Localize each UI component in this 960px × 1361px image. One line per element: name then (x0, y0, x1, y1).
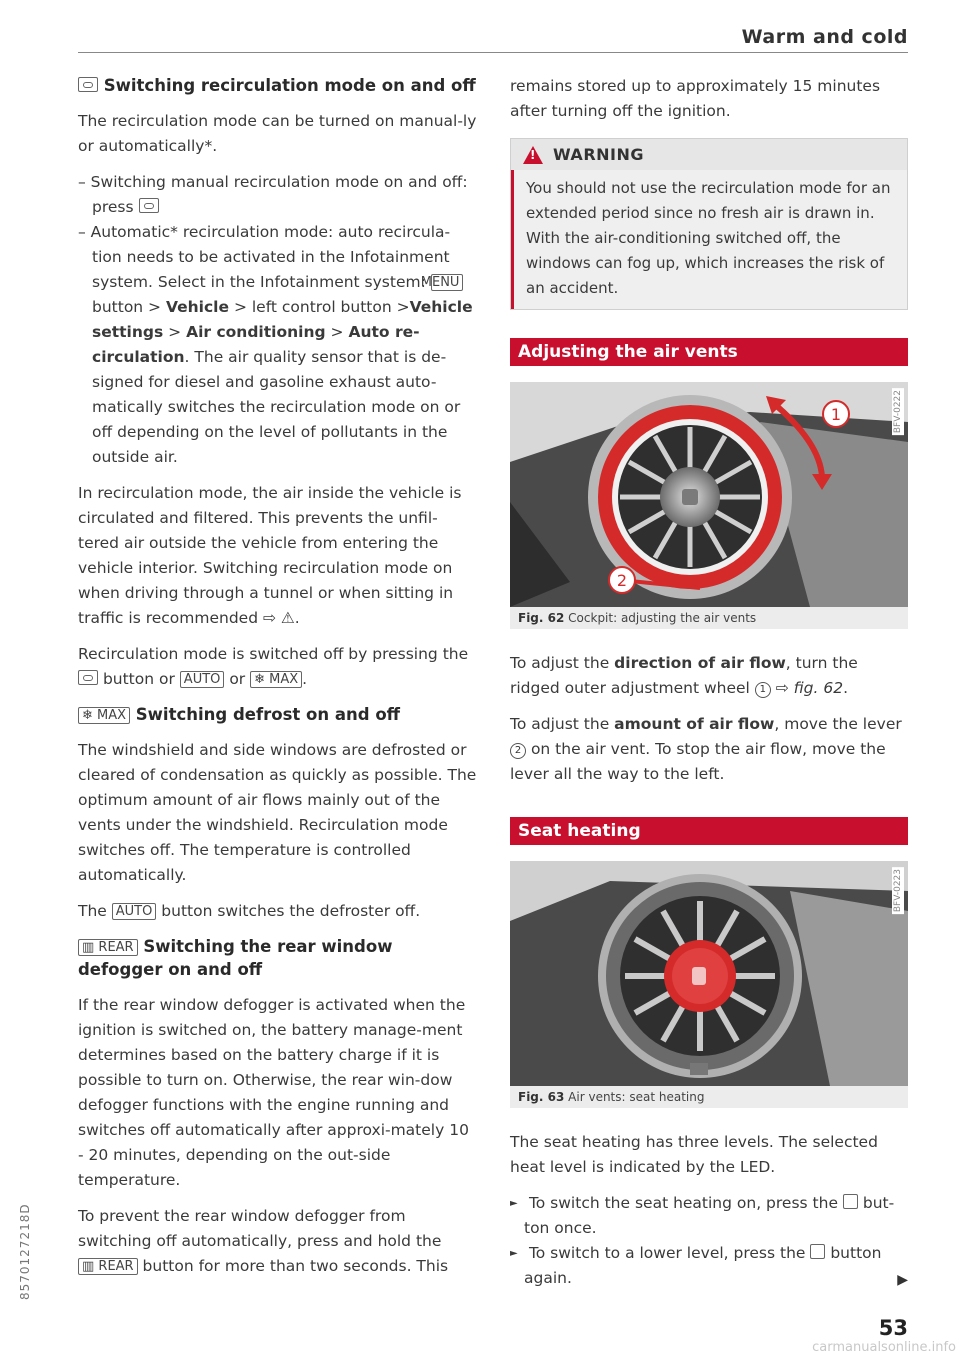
paragraph-text: button or (102, 670, 175, 688)
paragraph (510, 712, 908, 787)
max-key: ❄ MAX (250, 671, 302, 688)
paragraph-text: The (78, 902, 107, 920)
figure-caption-text: Cockpit: adjusting the air vents (568, 611, 757, 625)
paragraph (78, 642, 478, 692)
paragraph: remains stored up to approximately 15 minutes after turning off the ignition. (510, 77, 881, 120)
side-code: 8570127218D (18, 1203, 32, 1300)
paragraph-text: To prevent the rear window defogger from switching off automatically, press and hold the (78, 1207, 442, 1250)
left-column (78, 74, 478, 1290)
figure-caption-text: Air vents: seat heating (568, 1090, 705, 1104)
paragraph (510, 651, 908, 701)
paragraph-text: . (843, 679, 849, 697)
callout-ref-1: 1 (755, 682, 771, 698)
paragraph-text: on the air vent. To stop the air flow, move the lever all the way to the left. (510, 740, 886, 783)
watermark: carmanualsonline.info (812, 1340, 956, 1355)
bullet-item (510, 1241, 908, 1291)
paragraph-text: , move the lever (774, 715, 902, 733)
section-title: Switching the rear window defogger on and off (78, 937, 393, 979)
bullet-text: but-ton once. (524, 1194, 895, 1237)
auto-key: AUTO (180, 671, 225, 688)
warning-icon (523, 146, 543, 164)
seat-heating-icon (810, 1244, 825, 1259)
recirculation-icon (78, 77, 98, 92)
section-seat-heating-title: Seat heating (510, 817, 908, 845)
recirculation-icon (78, 670, 98, 685)
list-item (78, 170, 478, 220)
figure-63-caption (510, 1086, 908, 1108)
bullet-item (510, 1191, 908, 1241)
menu-separator: > (168, 323, 182, 341)
paragraph: The seat heating has three levels. The selected heat level is indicated by the LED. (510, 1133, 878, 1176)
section-defrost-heading (78, 703, 478, 726)
callout-2: 2 (616, 571, 628, 590)
paragraph: If the rear window defogger is activated when the ignition is switched on, the battery manage-ment determines based on the battery charge if it is possible to turn on. Otherwise, the rear win-dow defogger functions with the engine running and switches off automatically after approxi-mately 10 - 20 minutes, depending on the out-side temperature. (78, 996, 469, 1189)
section-recirculation-heading (78, 74, 478, 97)
list-item-text: button > (92, 298, 162, 316)
paragraph-text: Recirculation mode is switched off by pressing the (78, 645, 469, 663)
recirculation-icon (139, 198, 159, 213)
seat-heating-icon (843, 1194, 858, 1209)
header-rule (78, 52, 908, 53)
warning-box (510, 138, 908, 310)
figure-label: Fig. 62 (518, 611, 565, 625)
bullet-text: button again. (524, 1244, 882, 1287)
list-item (78, 220, 478, 470)
paragraph-text: button switches the defroster off. (161, 902, 421, 920)
list-item-text: . The air quality sensor that is de-signed for diesel and gasoline exhaust auto-matically switches the recirculation mode on or off depending on the level of pollutants in the outside air. (92, 348, 461, 466)
menu-path-vehicle-settings: Vehicle settings (92, 298, 473, 341)
figure-62-caption (510, 607, 908, 629)
reference-arrow: ⇨ (775, 679, 789, 697)
menu-path-air-conditioning: Air conditioning (186, 323, 326, 341)
list-item-text: – Switching manual recirculation mode on and off: press (78, 173, 468, 216)
emphasis: direction of air flow (614, 654, 786, 672)
paragraph-text: To adjust the (510, 715, 610, 733)
paragraph (78, 899, 478, 924)
continue-arrow-icon: ▶ (897, 1272, 908, 1288)
paragraph-text: or (229, 670, 246, 688)
figure-62 (510, 382, 908, 607)
bullet-text: To switch to a lower level, press the (528, 1244, 806, 1262)
figure-code: BFV-0222 (893, 390, 903, 434)
warning-title: WARNING (553, 145, 644, 164)
figure-reference: fig. 62 (793, 679, 844, 697)
warning-text: You should not use the recirculation mode for an extended period since no fresh air is drawn in. With the air-conditioning switched off, the windows can fog up, which increases the risk of an accident. (511, 170, 907, 309)
menu-key: MENU (431, 274, 464, 291)
rear-key: ▥ REAR (78, 1258, 138, 1275)
figure-label: Fig. 63 (518, 1090, 565, 1104)
warning-header (511, 139, 907, 170)
paragraph (78, 481, 478, 631)
recirculation-list (78, 170, 478, 470)
rear-key: ▥ REAR (78, 939, 138, 956)
menu-separator: > (330, 323, 344, 341)
list-item-text: – Automatic* recirculation mode: auto recircula-tion needs to be activated in the Infotainment system. Select in the Infotainment system: (78, 223, 451, 291)
menu-path-auto-recirculation: Auto re-circulation (92, 323, 420, 366)
section-air-vents-title: Adjusting the air vents (510, 338, 908, 366)
right-column (510, 74, 908, 1291)
paragraph: The recirculation mode can be turned on manual-ly or automatically*. (78, 112, 477, 155)
warning-reference: ⇨ ⚠. (262, 609, 300, 627)
section-title: Switching recirculation mode on and off (103, 76, 476, 95)
seat-heating-illustration (510, 861, 908, 1086)
figure-63 (510, 861, 908, 1086)
emphasis: amount of air flow (614, 715, 775, 733)
auto-key: AUTO (112, 903, 157, 920)
callout-1: 1 (830, 405, 842, 424)
figure-code: BFV-0223 (893, 869, 903, 913)
paragraph-text: . (302, 670, 308, 688)
page-title: Warm and cold (741, 26, 908, 48)
section-title: Switching defrost on and off (135, 705, 401, 724)
paragraph: The windshield and side windows are defrosted or cleared of condensation as quickly as possible. The optimum amount of air flows mainly out of the vents under the windshield. Recirculation mode switches off. The temperature is controlled automatically. (78, 741, 477, 884)
max-key: ❄ MAX (78, 707, 130, 724)
paragraph-text: To adjust the (510, 654, 610, 672)
air-vent-illustration (510, 382, 908, 607)
section-rear-defogger-heading (78, 935, 478, 981)
callout-ref-2: 2 (510, 743, 526, 759)
paragraph-text: , turn the ridged outer adjustment wheel (510, 654, 858, 697)
paragraph (78, 1204, 478, 1279)
list-item-text: > left control button > (233, 298, 410, 316)
menu-path-vehicle: Vehicle (165, 298, 230, 316)
bullet-text: To switch the seat heating on, press the (528, 1194, 838, 1212)
paragraph-text: button for more than two seconds. This (142, 1257, 449, 1275)
paragraph-text: In recirculation mode, the air inside the vehicle is circulated and filtered. This prevents the unfil-tered air outside the vehicle from entering the vehicle interior. Switching recirculation mode on when driving through a tunnel or when sitting in traffic is recommended (78, 484, 462, 627)
page-number: 53 (878, 1316, 908, 1340)
